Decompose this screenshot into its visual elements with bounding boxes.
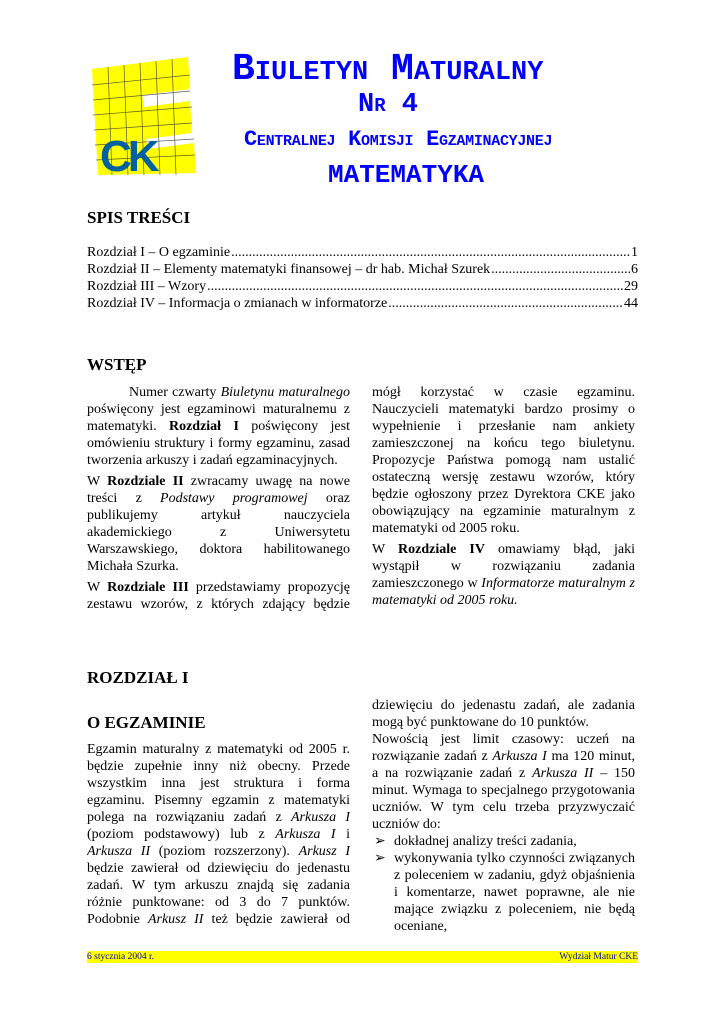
footer-date: 6 stycznia 2004 r.: [87, 952, 155, 962]
toc-item-page: 6: [631, 262, 638, 277]
toc-leader: [491, 261, 630, 278]
table-of-contents: [87, 244, 638, 312]
logo-ck-text: CK: [100, 132, 156, 177]
cke-logo: [90, 55, 208, 177]
page-footer: [87, 951, 638, 963]
chapter-heading: ROZDZIAŁ I: [87, 668, 189, 687]
subject-title: MATEMATYKA: [328, 160, 485, 190]
intro-paragraph: Numer czwarty Biuletynu maturalnego poświęcony jest egzaminowi maturalnemu z matematyki. Rozdział I poświęcony jest omówieniu struktury i formy egzaminu, zasad tworzenia arkuszy i zadań egzaminacyjnych.: [87, 385, 350, 468]
bullet-list: [372, 833, 635, 935]
toc-item-page: 1: [631, 245, 638, 260]
chapter-right-column: dziewięciu do jedenastu zadań, ale zadania mogą być punktowane do 10 punktów. Nowością jest limit czasowy: uczeń na rozwiązanie zadań z Arkusza I ma 120 minut, a na rozwiązanie zadań z Arkusza II – 150 minut. Wymaga to specjalnego przygotowania uczniów. W tym celu trzeba przyzwyczaić uczniów do: ➢ dokładnej analizy treści zadania, ➢ wykonywania tylko czynności związanych z poleceniem w zadaniu, gdyż objaśnienia i komentarze, nawet poprawne, ale nie mające związku z poleceniem, nie będą oceniane,: [372, 698, 636, 934]
toc-heading: SPIS TREŚCI: [87, 208, 191, 227]
list-item: ➢ wykonywania tylko czynności związanych z poleceniem w zadaniu, gdyż objaśnienia i komentarze, nawet poprawne, ale nie mające związku z poleceniem, nie będą oceniane,: [374, 851, 635, 934]
intro-paragraph: W Rozdziale IV omawiamy błąd, jaki wystąpił w rozwiązaniu zadania zamieszczonego w Informatorze maturalnym z matematyki od 2005 roku.: [372, 542, 635, 608]
intro-paragraph-continued: mógł korzystać w czasie egzaminu. Nauczycieli matematyki bardzo prosimy o wypełnienie i przesłanie nam ankiety zamieszczonej na końcu tego biuletynu. Propozycje Państwa pomogą nam ustalić ostateczną wersję zestawu wzorów, który będzie ogłoszony przez Dyrektora CKE jako obowiązujący na egzaminie maturalnym z matematyki od 2005 roku.: [372, 385, 635, 536]
chapter-paragraph: Egzamin maturalny z matematyki od 2005 r. będzie zupełnie inny niż obecny. Przede wszystkim inna jest struktura i forma egzaminu. Pisemny egzamin z matematyki polega na rozwiązaniu zadań z Arkusza I (poziom podstawowy) lub z Arkusza I i Arkusza II (poziom rozszerzony). Arkusz I będzie zawierał od dziewięciu do jedenastu zadań. W tym arkuszu znajdą się zadania różnie punktowane: od 3 do 7 punktów. Podobnie Arkusz II też będzie zawierał od: [87, 742, 350, 927]
bulletin-title: Biuletyn Maturalny: [232, 48, 544, 91]
arrow-bullet-icon: ➢: [374, 834, 386, 849]
toc-item[interactable]: [87, 295, 638, 312]
toc-item-label: Rozdział IV – Informacja o zmianach w informatorze: [87, 296, 388, 311]
toc-item[interactable]: [87, 244, 638, 261]
intro-paragraph: W Rozdziale II zwracamy uwagę na nowe treści z Podstawy programowej oraz publikujemy artykuł nauczyciela akademickiego z Uniwersytetu Warszawskiego, doktora habilitowanego Michała Szurka.: [87, 474, 350, 574]
toc-item-label: Rozdział III – Wzory: [87, 279, 207, 294]
footer-org: Wydział Matur CKE: [559, 952, 638, 962]
toc-item-page: 44: [624, 296, 638, 311]
toc-item[interactable]: [87, 278, 638, 295]
intro-paragraph: W Rozdziale III przedstawiamy propozycję zestawu wzorów, z których zdający będzie: [87, 580, 350, 612]
bulletin-number: Nr 4: [358, 90, 419, 120]
toc-item[interactable]: [87, 261, 638, 278]
intro-heading: WSTĘP: [87, 355, 147, 374]
intro-right-column: [372, 384, 635, 613]
toc-item-page: 29: [624, 279, 638, 294]
arrow-bullet-icon: ➢: [374, 851, 386, 866]
toc-leader: [207, 278, 623, 295]
list-item: ➢ dokładnej analizy treści zadania,: [374, 834, 577, 849]
publisher-name: Centralnej Komisji Egzaminacyjnej: [244, 127, 553, 152]
toc-leader: [231, 244, 630, 261]
toc-item-label: Rozdział I – O egzaminie: [87, 245, 231, 260]
toc-item-label: Rozdział II – Elementy matematyki finansowej – dr hab. Michał Szurek: [87, 262, 491, 277]
chapter-paragraph: Nowością jest limit czasowy: uczeń na rozwiązanie zadań z Arkusza I ma 120 minut, a na rozwiązanie zadań z Arkusza II – 150 minut. Wymaga to specjalnego przygotowania uczniów. W tym celu trzeba przyzwyczaić uczniów do:: [372, 732, 636, 832]
chapter-left-column: [87, 741, 350, 928]
chapter-subheading: O EGZAMINIE: [87, 713, 206, 732]
toc-leader: [388, 295, 623, 312]
intro-left-column: [87, 384, 350, 619]
